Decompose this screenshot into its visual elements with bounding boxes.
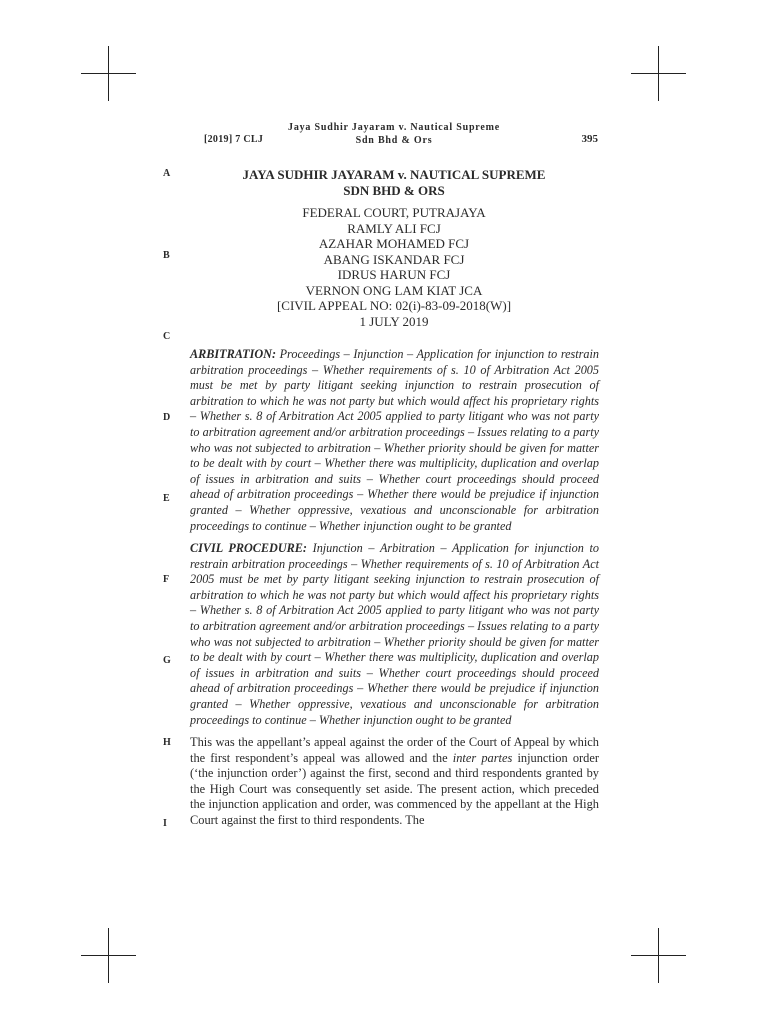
margin-letter-b: B: [163, 250, 170, 261]
crop-mark: [108, 928, 109, 983]
crop-mark: [108, 46, 109, 101]
court-block: [190, 205, 598, 329]
summary-text: This was the appellant’s appeal against the order of the Court of Appeal by which the first respondent’s appeal was allowed and the: [190, 735, 599, 765]
margin-letter-e: E: [163, 493, 170, 504]
court-name: FEDERAL COURT, PUTRAJAYA: [302, 205, 486, 220]
report-reference: [2019] 7 CLJ: [204, 134, 264, 145]
crop-mark: [658, 46, 659, 101]
catchword-label: CIVIL PROCEDURE:: [190, 541, 307, 555]
judge: ABANG ISKANDAR FCJ: [323, 251, 465, 267]
case-title-line2: SDN BHD & ORS: [343, 183, 445, 198]
margin-letter-f: F: [163, 574, 170, 585]
running-header: [190, 121, 598, 149]
running-title: [190, 121, 598, 147]
margin-letter-d: D: [163, 412, 171, 423]
catchword-text: Injunction – Arbitration – Application for injunction to restrain arbitration proceedings – Whether requirements of s. 10 of Arbitration Act 2005 must be met by party litigant seeking injunction to restrain prosecution of arbitration to which he was not party but which would affect his proprietary rights – Whether s. 8 of Arbitration Act 2005 applied to party litigant who was not party to arbitration agreement and/or arbitration proceedings – Issues relating to a party who was not subjected to arbitration – Whether priority should be given for matter to be dealt with by court – Whether there was multiplicity, duplication and overlap of issues in arbitration and suits – Whether court proceedings should proceed ahead of arbitration proceedings – Whether there would be prejudice if injunction granted – Whether oppressive, vexatious and unconscionable for arbitration proceedings to continue – Whether injunction ought to be granted: [190, 541, 600, 727]
margin-letter-a: A: [163, 168, 171, 179]
running-title-line1: Jaya Sudhir Jayaram v. Nautical Supreme: [288, 122, 500, 133]
judge: VERNON ONG LAM KIAT JCA: [305, 282, 483, 298]
catchword-civil-procedure: [190, 541, 599, 728]
catchword-text: Proceedings – Injunction – Application for injunction to restrain arbitration proceedings – Whether requirements of s. 10 of Arbitration Act 2005 must be met by party litigant seeking injunction to restrain prosecution of arbitration to which he was not party but which would affect his proprietary rights – Whether s. 8 of Arbitration Act 2005 applied to party litigant who was not party to arbitration agreement and/or arbitration proceedings – Issues relating to a party who was not subjected to arbitration – Whether priority should be given for matter to be dealt with by court – Whether there was multiplicity, duplication and overlap of issues in arbitration and suits – Whether court proceedings should proceed ahead of arbitration proceedings – Whether there would be prejudice if injunction granted – Whether oppressive, vexatious and unconscionable for arbitration proceedings to continue – Whether injunction ought to be granted: [190, 347, 599, 533]
judge: AZAHAR MOHAMED FCJ: [318, 236, 470, 251]
catchword-label: ARBITRATION:: [190, 347, 277, 361]
judge: RAMLY ALI FCJ: [347, 220, 441, 236]
case-title: [190, 167, 598, 199]
running-title-line2: Sdn Bhd & Ors: [355, 135, 433, 146]
margin-letter-c: C: [163, 331, 171, 342]
case-title-line1: JAYA SUDHIR JAYARAM v. NAUTICAL SUPREME: [242, 167, 546, 182]
crop-mark: [658, 928, 659, 983]
summary-italic-term: inter partes: [452, 750, 513, 765]
margin-letter-i: I: [163, 818, 167, 829]
case-summary: [190, 735, 599, 829]
decision-date: 1 JULY 2019: [359, 313, 429, 329]
summary-text: injunction order (‘the injunction order’) against the first, second and third respondents granted by the High Court was consequently set aside. The present action, which preceded the injunction application and order, was commenced by the appellant at the High Court against the first to third respondents. The: [190, 750, 599, 827]
margin-letter-g: G: [163, 655, 171, 666]
page-number: 395: [581, 133, 598, 145]
catchword-arbitration: [190, 347, 599, 534]
judge: IDRUS HARUN FCJ: [337, 267, 451, 282]
appeal-number: [CIVIL APPEAL NO: 02(i)-83-09-2018(W)]: [276, 298, 512, 313]
margin-letter-h: H: [163, 737, 171, 748]
